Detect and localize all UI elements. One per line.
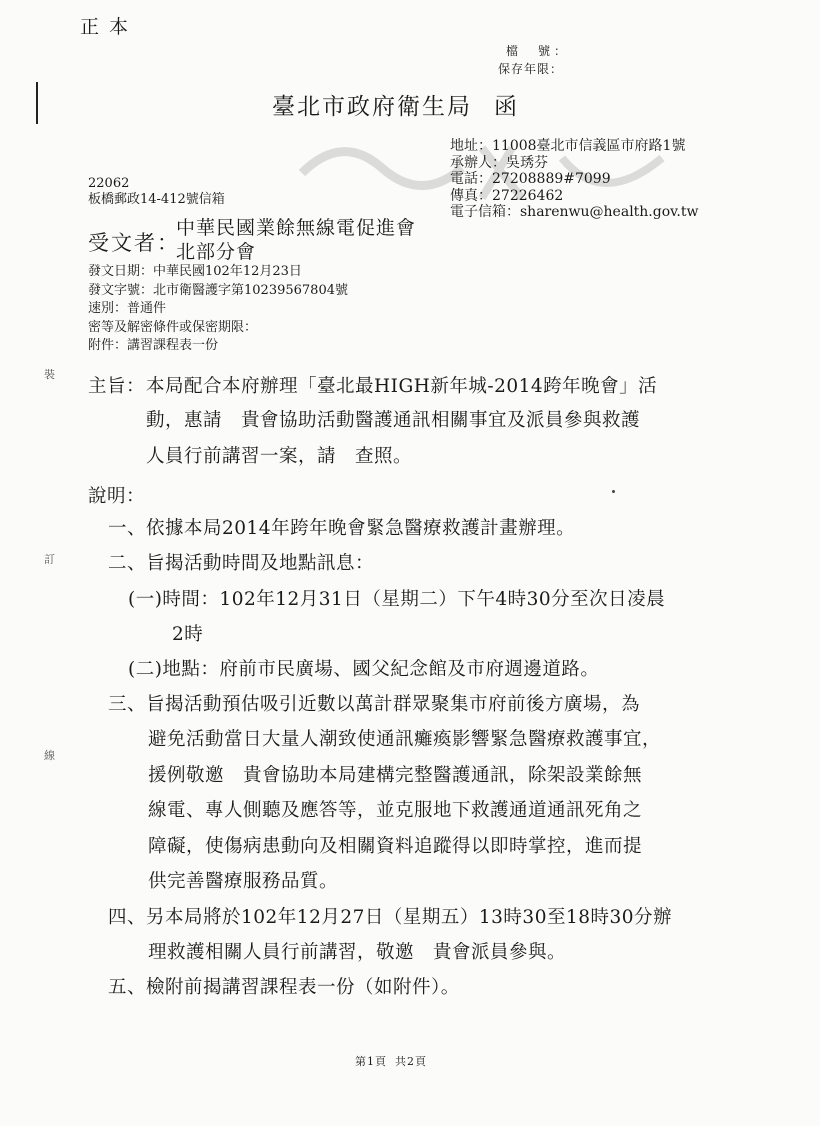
copy-mark: 正本 bbox=[80, 16, 139, 38]
explanation-item-3-line-5: 障礙，使傷病患動向及相關資料追蹤得以即時掌控，進而提 bbox=[148, 836, 643, 857]
document-meta bbox=[88, 263, 348, 356]
address: 地址：11008臺北市信義區市府路1號 bbox=[450, 138, 686, 154]
explanation-item-1: 一、依據本局2014年跨年晚會緊急醫療救護計畫辦理。 bbox=[108, 518, 576, 539]
page-title bbox=[272, 88, 519, 121]
issue-date: 發文日期：中華民國102年12月23日 bbox=[88, 264, 302, 279]
attachment-note: 附件：講習課程表一份 bbox=[88, 338, 219, 353]
fax: 傳真：27226462 bbox=[450, 187, 564, 204]
scan-speck bbox=[612, 490, 615, 493]
retention-period-label: 保存年限： bbox=[498, 62, 564, 76]
explanation-item-3-line-2: 避免活動當日大量人潮致使通訊癱瘓影響緊急醫療救護事宜， bbox=[148, 729, 662, 750]
explanation-item-2-1-cont: 2時 bbox=[172, 624, 204, 645]
explanation-item-2-2: (二)地點：府前市民廣場、國父紀念館及市府週邊道路。 bbox=[128, 659, 600, 680]
binding-mark-2: 訂 bbox=[44, 553, 55, 566]
subject-line-1: 本局配合本府辦理「臺北最HIGH新年城-2014跨年晚會」活 bbox=[146, 376, 658, 397]
explanation-item-4: 四、另本局將於102年12月27日（星期五）13時30至18時30分辦 bbox=[108, 907, 673, 928]
recipient-line-1: 中華民國業餘無線電促進會 bbox=[176, 217, 417, 239]
postal-block bbox=[88, 176, 225, 208]
explanation-item-3: 三、旨揭活動預估吸引近數以萬計群眾聚集市府前後方廣場，為 bbox=[108, 694, 641, 715]
recipient-line-2: 北部分會 bbox=[176, 241, 257, 263]
subject-label: 主旨： bbox=[88, 376, 146, 397]
reference-number: 發文字號：北市衛醫護字第10239567804號 bbox=[88, 282, 348, 298]
total-pages: 共2頁 bbox=[395, 1055, 427, 1068]
binding-mark-1: 裝 bbox=[44, 368, 55, 381]
recipient-name bbox=[176, 216, 416, 264]
current-page: 第1頁 bbox=[355, 1055, 387, 1068]
secrecy-level: 密等及解密條件或保密期限： bbox=[88, 319, 258, 335]
explanation-item-2-1: (一)時間：102年12月31日（星期二）下午4時30分至次日凌晨 bbox=[128, 589, 666, 610]
explanation-item-4-line-2: 理救護相關人員行前講習，敬邀 貴會派員參與。 bbox=[148, 942, 567, 963]
explanation-item-3-line-4: 線電、專人側聽及應答等，並克服地下救護通道通訊死角之 bbox=[148, 800, 643, 821]
handler: 承辦人：吳琇芬 bbox=[450, 154, 548, 171]
subject-line-2: 動，惠請 貴會協助活動醫護通訊相關事宜及派員參與救護 bbox=[146, 410, 641, 431]
agency-name: 臺北市政府衛生局 bbox=[272, 94, 472, 120]
scan-edge-mark bbox=[36, 82, 38, 124]
recipient-label: 受文者： bbox=[88, 231, 180, 255]
delivery-speed: 速別：普通件 bbox=[88, 301, 167, 316]
binding-mark-3: 線 bbox=[44, 749, 55, 762]
explanation-item-5: 五、檢附前揭講習課程表一份（如附件）。 bbox=[108, 977, 460, 998]
phone: 電話：27208889#7099 bbox=[450, 171, 611, 187]
document-type: 函 bbox=[494, 94, 519, 120]
file-number-label: 檔 號： bbox=[506, 44, 571, 58]
email: 電子信箱：sharenwu@health.gov.tw bbox=[450, 204, 699, 220]
page-number bbox=[355, 1053, 427, 1069]
postal-code: 22062 bbox=[88, 176, 130, 191]
explanation-label: 說明： bbox=[88, 486, 146, 507]
explanation-item-3-line-6: 供完善醫療服務品質。 bbox=[148, 871, 339, 892]
explanation-item-2: 二、旨揭活動時間及地點訊息： bbox=[108, 553, 375, 574]
postal-box: 板橋郵政14-412號信箱 bbox=[88, 192, 225, 207]
subject-line-3: 人員行前講習一案，請 查照。 bbox=[146, 446, 413, 467]
explanation-item-3-line-3: 援例敬邀 貴會協助本局建構完整醫護通訊，除架設業餘無 bbox=[148, 765, 643, 786]
contact-block bbox=[450, 138, 698, 221]
